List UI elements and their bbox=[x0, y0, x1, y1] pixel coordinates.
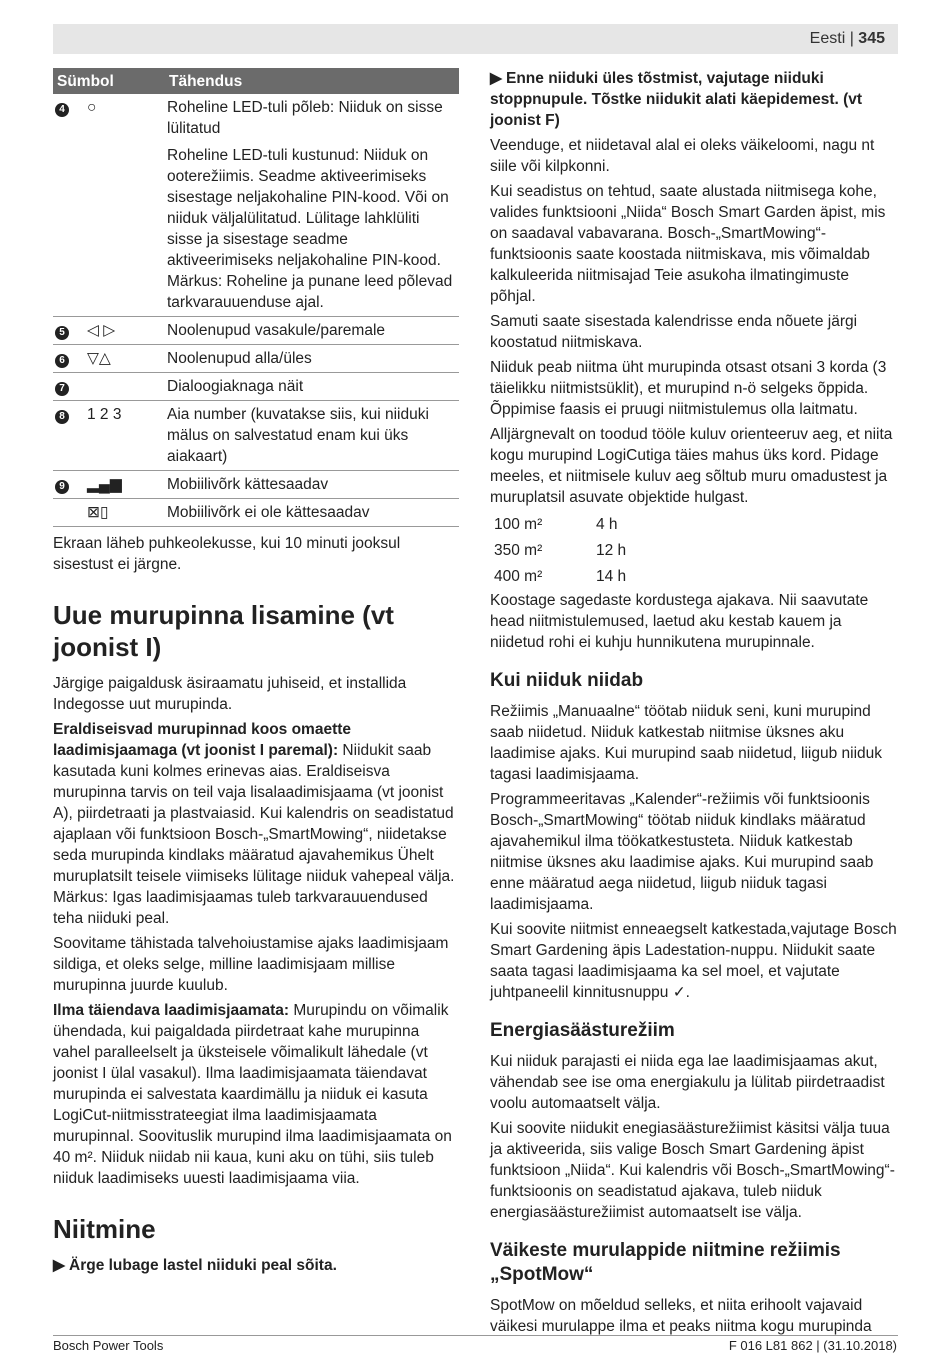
eco-text-1: Kui niiduk parajasti ei niida ega lae laadimisjaamas akut, vähendab see ise oma energiakulu ja lülitab piirdetraadist voolu automaatselt välja. bbox=[490, 1053, 885, 1112]
heading-eco: Energiasäästurežiim bbox=[490, 1020, 675, 1041]
right-column bbox=[490, 68, 897, 1341]
without-station-label: Ilma täiendava laadimisjaamata: bbox=[53, 1002, 290, 1019]
row-number bbox=[53, 142, 85, 317]
row-number bbox=[53, 373, 85, 401]
footer-docnum: F 016 L81 862 | (31.10.2018) bbox=[728, 1338, 897, 1353]
left-column bbox=[53, 68, 459, 1280]
row-number bbox=[53, 94, 85, 142]
calendar-text: Samuti saate sisestada kalendrisse enda nõuete järgi koostatud niitmiskava. bbox=[490, 313, 858, 351]
stop-text: Kui soovite niitmist enneaegselt katkestada,vajutage Bosch Smart Gardening äpis Ladestation-nuppu. Niidukit saate saata tagasi laadimisjaama ka sel moel, et vajutate juhtpaneelil kinnitusnuppu ✓. bbox=[490, 921, 897, 1001]
separate-areas-text: Niidukit saab kasutada kuni kolmes erinevas aias. Eraldiseisva murupinna tarvis on teil vaja lisalaadimisjaama (vt joonist A), piirdetraati ja plastvaiasid. Kui kalendris on seadistatud ajaplaan või funktsioon Bosch-„SmartMowing“, niidetakse seda murupinda kindlaks määratud ajavahemikus Ühelt muruplatsilt teisele viimiseks lülitage niiduk vahepeal välja. Märkus: Igas laadimisjaamas tuleb tarkvarauuendused teha niiduki peal. bbox=[53, 742, 455, 927]
warning-children bbox=[53, 1255, 459, 1276]
row-symbol bbox=[85, 373, 165, 401]
symbol-table-row bbox=[53, 317, 459, 345]
row-symbol: 1 2 3 bbox=[85, 401, 165, 471]
row-meaning: Roheline LED-tuli põleb: Niiduk on sisse lülitatud bbox=[167, 99, 443, 137]
winter-text: Soovitame tähistada talvehoiustamise ajaks laadimisjaam sildiga, et oleks selge, milline laadimisjaam millise murupinna juurde kuulub. bbox=[53, 935, 449, 994]
row-number-badge: 9 bbox=[55, 480, 69, 494]
row-symbol: ⊠▯ bbox=[85, 499, 165, 527]
start-text: Kui seadistus on tehtud, saate alustada niitmisega kohe, valides funktsiooni „Niida“ Bosch Smart Garden äpist, mis on saadaval vabavarana. Bosch-„SmartMowing“-funktsioonis saate koostada niitmiskava, mis võimaldab kalkuleerida niitmisajad Teie asukoha ilmatingimuste põhjal. bbox=[490, 183, 886, 305]
row-number bbox=[53, 401, 85, 471]
eco-text-2: Kui soovite niidukit enegiasäästurežiimist käsitsi välja tuua ja aktiveerida, siis valige Bosch Smart Gardening äpist funktsioon „Niida“. Kui kalendris või Bosch-„SmartMowing“-funktsioonis on seadistatud ajakava, tuleb niiduk energiasäästurežiimist automaatselt ise välja. bbox=[490, 1120, 895, 1221]
separate-areas-label: Eraldiseisvad murupinnad koos omaette laadimisjaamaga (vt joonist I paremal): bbox=[53, 721, 352, 759]
row-symbol: ◁ ▷ bbox=[85, 317, 165, 345]
without-station-paragraph bbox=[53, 1000, 459, 1189]
row-number bbox=[53, 471, 85, 499]
install-text: Järgige paigaldusk äsiraamatu juhiseid, et installida Indegosse uut murupinda. bbox=[53, 675, 407, 713]
symbol-table-row bbox=[53, 142, 459, 317]
col-symbol-header: Sümbol bbox=[53, 68, 165, 94]
row-number-badge: 5 bbox=[55, 326, 69, 340]
calendar-mode-text: Programmeeritavas „Kalender“-režiimis või funktsioonis Bosch-„SmartMowing“ töötab niiduk kindlaks määratud ajavahemikul ilma töökatkestusteta. Niiduk katkestab niitmise üksnes aku laadimise ajaks. Kui murupind saab enne määratud aega niidetud, liigub niiduk tagasi laadimisjaama. bbox=[490, 791, 874, 913]
area-row bbox=[490, 538, 897, 564]
row-symbol: ○ bbox=[87, 99, 97, 116]
symbol-table bbox=[53, 68, 459, 527]
row-meaning: Mobiilivõrk kättesaadav bbox=[165, 471, 459, 499]
header-bar bbox=[53, 24, 898, 54]
row-meaning: Roheline LED-tuli kustunud: Niiduk on ooterežiimis. Seadme aktiveerimiseks sisestage neljakohaline PIN-kood. Või on niiduk väljalülitatud. Lülitage lahklüliti sisse ja sisestage seadme aktiveerimiseks neljakohaline PIN-kood. Märkus: Roheline ja punane leed põlevad tarkvarauuenduse ajal. bbox=[165, 142, 459, 317]
row-number bbox=[53, 317, 85, 345]
area-value: 400 m² bbox=[494, 568, 543, 585]
row-meaning: Aia number (kuvatakse siis, kui niiduki mälus on salvestatud enam kui üks aiakaart) bbox=[165, 401, 459, 471]
symbol-table-row bbox=[53, 471, 459, 499]
page-number: 345 bbox=[858, 30, 885, 47]
time-value: 4 h bbox=[596, 516, 618, 533]
row-symbol: ▽△ bbox=[85, 345, 165, 373]
row-meaning: Noolenupud vasakule/paremale bbox=[165, 317, 459, 345]
heading-when-mowing: Kui niiduk niidab bbox=[490, 670, 644, 691]
arrow-icon: ▶ bbox=[53, 1257, 65, 1274]
symbol-table-row bbox=[53, 345, 459, 373]
row-symbol: ▂▄▆ bbox=[85, 471, 165, 499]
footer-divider bbox=[53, 1335, 898, 1336]
time-value: 14 h bbox=[596, 568, 627, 585]
area-value: 100 m² bbox=[494, 516, 543, 533]
area-time-list bbox=[490, 512, 897, 590]
area-row bbox=[490, 564, 897, 590]
time-value: 12 h bbox=[596, 542, 627, 559]
heading-mowing: Niitmine bbox=[53, 1214, 156, 1244]
manual-text: Režiimis „Manuaalne“ töötab niiduk seni, kuni murupind saab niidetud. Niiduk katkestab niitmise üksnes aku laadimise ajaks. Kui murupind saab niidetud, liigub niiduk tagasi laadimisjaama. bbox=[490, 703, 883, 783]
row-meaning: Mobiilivõrk ei ole kättesaadav bbox=[165, 499, 459, 527]
heading-add-area: Uue murupinna lisamine (vt joonist I) bbox=[53, 600, 394, 662]
header-language: Eesti bbox=[809, 30, 846, 47]
schedule-text: Koostage sagedaste kordustega ajakava. Nii saavutate head niitmistulemused, laetud aku kestab kauem ja niidetud rohi ei kuhju hunnikutena murupinnale. bbox=[490, 592, 869, 651]
col-meaning-header: Tähendus bbox=[165, 68, 459, 94]
without-station-text: Murupindu on võimalik ühendada, kui paigaldada piirdetraat kahe murupinna vahel paralleelselt ja üksteisele võimalikult lähedale (vt joonist I ülal vasakul). Ilma laadimisjaamata täiendavat murupinda ei salvestata kaardimällu ja niiduk ei kasuta LogiCut-niitmisstrateegiat ilma laadimisjaamata murupinnal. Soovituslik murupind ilma laadimisjaamata on 40 m². Niiduk niidab nii kaua, kuni aku on tühi, siis tuleb niiduk laadimiseks uuesti laadimisjaama viia. bbox=[53, 1002, 452, 1187]
arrow-icon: ▶ bbox=[490, 70, 502, 87]
area-value: 350 m² bbox=[494, 542, 543, 559]
row-meaning: Noolenupud alla/üles bbox=[165, 345, 459, 373]
time-text: Alljärgnevalt on toodud tööle kuluv orienteeruv aeg, et niita kogu murupind LogiCutiga täies mahus üks kord. Pidage meeles, et niitmisele kuluv aeg sõltub muru omadustest ja muruplatsil asuvate objektide hulgast. bbox=[490, 426, 893, 506]
row-number-badge: 6 bbox=[55, 354, 69, 368]
footer-brand: Bosch Power Tools bbox=[53, 1338, 164, 1353]
symbol-table-row bbox=[53, 94, 459, 142]
spotmow-text: SpotMow on mõeldud selleks, et niita erihoolt vajavaid väikesi murulappe ilma et peaks niitma kogu murupinda bbox=[490, 1297, 872, 1335]
row-number-badge: 7 bbox=[55, 382, 69, 396]
heading-spotmow: Väikeste murulappide niitmine režiimis „SpotMow“ bbox=[490, 1240, 841, 1285]
warning-lift-text: Enne niiduki üles tõstmist, vajutage niiduki stoppnupule. Tõstke niidukit alati käepidemest. (vt joonist F) bbox=[490, 70, 863, 129]
warning-children-text: Ärge lubage lastel niiduki peal sõita. bbox=[69, 1257, 337, 1274]
symbol-table-row bbox=[53, 401, 459, 471]
symbol-table-row bbox=[53, 499, 459, 527]
row-number bbox=[53, 499, 85, 527]
row-symbol bbox=[85, 142, 165, 317]
learn-text: Niiduk peab niitma üht murupinda otsast otsani 3 korda (3 täielikku niitmistsüklit), et murupind n-ö selgeks õppida. Õppimise faasis ei pruugi niitmistulemus olla laitmatu. bbox=[490, 359, 887, 418]
page-header: Eesti | 345 bbox=[809, 30, 885, 47]
row-number-badge: 4 bbox=[55, 103, 69, 117]
row-number bbox=[53, 345, 85, 373]
row-number-badge: 8 bbox=[55, 410, 69, 424]
symbol-table-row bbox=[53, 373, 459, 401]
standby-text: Ekraan läheb puhkeolekusse, kui 10 minuti jooksul sisestust ei järgne. bbox=[53, 535, 401, 573]
animals-text: Veenduge, et niidetaval alal ei oleks väikeloomi, nagu nt siile või kilpkonni. bbox=[490, 137, 875, 175]
area-row bbox=[490, 512, 897, 538]
row-meaning: Dialoogiaknaga näit bbox=[165, 373, 459, 401]
symbol-table-body bbox=[53, 94, 459, 527]
separate-areas-paragraph bbox=[53, 719, 459, 929]
warning-lift bbox=[490, 68, 897, 131]
